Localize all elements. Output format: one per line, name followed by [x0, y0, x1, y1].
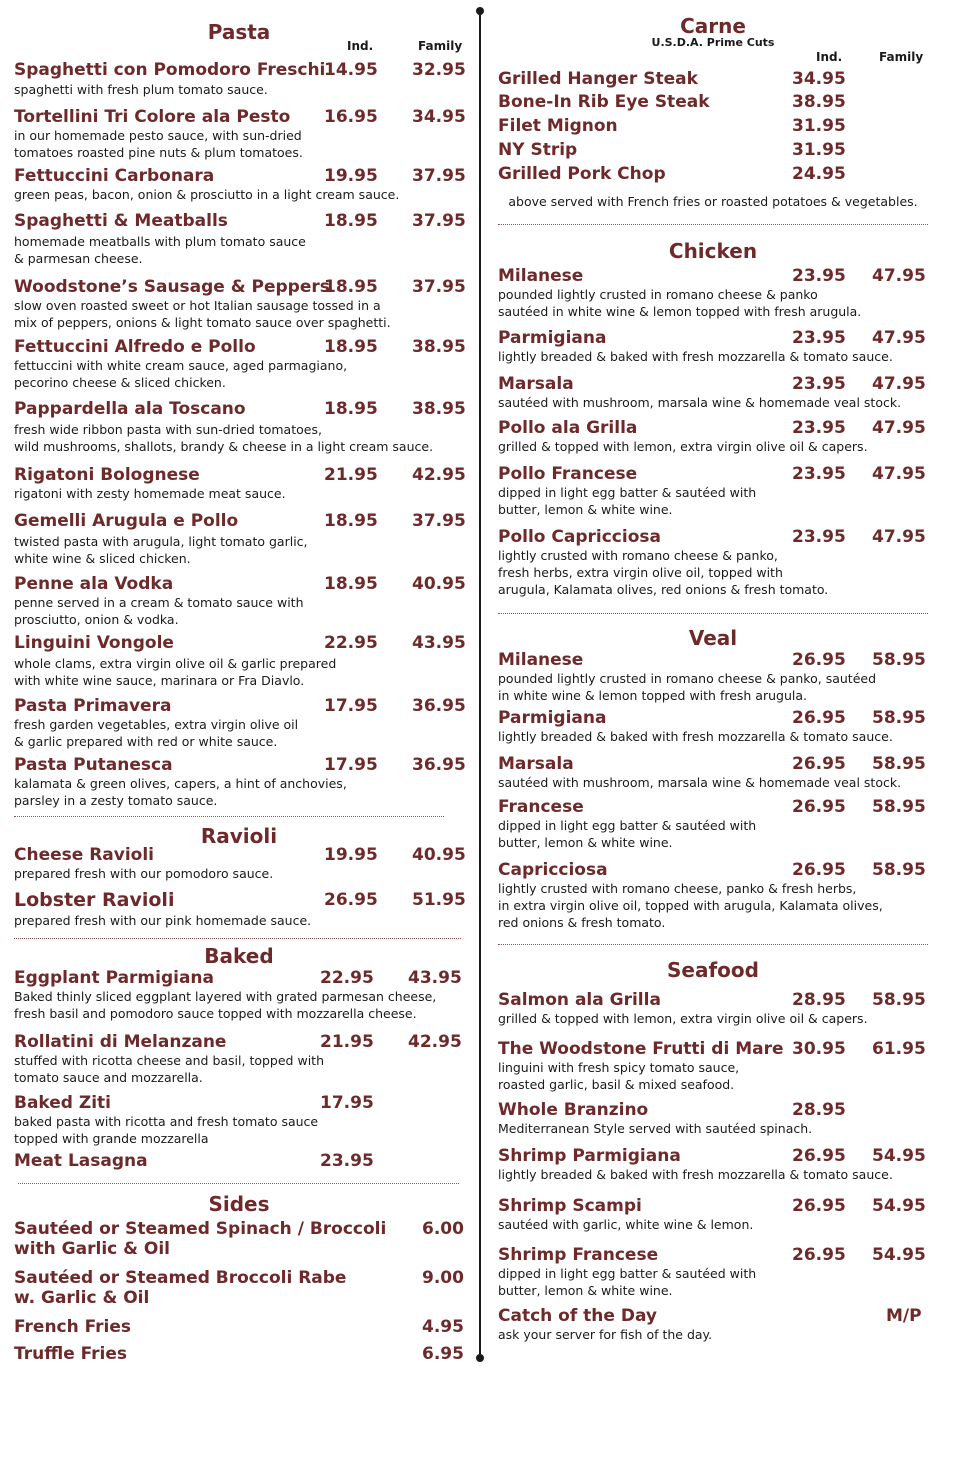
price-individual: 23.95 [792, 527, 846, 547]
seafood-section-title: Seafood [667, 958, 759, 982]
menu-item [498, 266, 928, 320]
chicken-section-title: Chicken [668, 239, 758, 263]
item-description: Baked thinly sliced eggplant layered with grated parmesan cheese, fresh basil and pomodoro sauce topped with mozzarella cheese. [14, 989, 437, 1021]
item-name: French Fries [14, 1317, 132, 1337]
item-description: lightly crusted with romano cheese, panko & fresh herbs, in extra virgin olive oil, topped with arugula, Kalamata olives, red onions & fresh tomato. [498, 881, 883, 930]
price-individual: 26.95 [324, 890, 378, 910]
menu-item [498, 797, 928, 851]
item-name: Shrimp Francese [498, 1245, 659, 1265]
menu-item [14, 1151, 464, 1171]
price-individual: 23.95 [320, 1151, 374, 1171]
price-family: 36.95 [412, 696, 466, 716]
item-name: Francese [498, 797, 584, 817]
price-individual: 30.95 [792, 1039, 846, 1059]
menu-item [498, 92, 928, 112]
menu-item [498, 116, 928, 136]
item-name: Capricciosa [498, 860, 608, 880]
item-name: Spaghetti & Meatballs [14, 211, 228, 231]
item-name: Marsala [498, 754, 574, 774]
item-name: Parmigiana [498, 328, 607, 348]
price: 4.95 [422, 1317, 464, 1337]
menu-item [498, 374, 928, 411]
item-name: Pasta Primavera [14, 696, 172, 716]
item-description: sautéed with garlic, white wine & lemon. [498, 1217, 754, 1232]
price-individual: 26.95 [792, 797, 846, 817]
price-family: 42.95 [412, 465, 466, 485]
menu-item [14, 1032, 464, 1086]
pasta-section-title: Pasta [207, 20, 271, 44]
item-description: prepared fresh with our pomodoro sauce. [14, 866, 274, 881]
price-individual: 23.95 [792, 464, 846, 484]
price-individual: 31.95 [792, 140, 846, 160]
ravioli-section-title: Ravioli [200, 824, 278, 848]
item-description: Mediterranean Style served with sautéed spinach. [498, 1121, 813, 1136]
price-individual: 24.95 [792, 164, 846, 184]
item-name: Sautéed or Steamed Broccoli Rabe w. Garlic & Oil [14, 1268, 347, 1308]
price-family: 47.95 [872, 527, 926, 547]
price-family: 43.95 [412, 633, 466, 653]
item-name: Penne ala Vodka [14, 574, 174, 594]
price-individual: 26.95 [792, 754, 846, 774]
section-divider [18, 1183, 459, 1184]
price-individual: 23.95 [792, 266, 846, 286]
menu-item [14, 465, 464, 502]
item-description: grilled & topped with lemon, extra virgin olive oil & capers. [498, 1011, 868, 1026]
price-individual: 17.95 [324, 696, 378, 716]
menu-item [14, 845, 464, 882]
menu-item [498, 1306, 928, 1343]
price-individual: 26.95 [792, 650, 846, 670]
price-family: 32.95 [412, 60, 466, 80]
price-individual: 26.95 [792, 1245, 846, 1265]
menu-item [14, 968, 464, 1022]
price-individual: 22.95 [320, 968, 374, 988]
item-description: lightly breaded & baked with fresh mozzarella & tomato sauce. [498, 349, 893, 364]
price-individual: 17.95 [324, 755, 378, 775]
item-name: Parmigiana [498, 708, 607, 728]
carne-section-title: Carne [680, 14, 746, 38]
menu-item [498, 164, 928, 184]
price-family: 40.95 [412, 574, 466, 594]
price-individual: 21.95 [320, 1032, 374, 1052]
price-individual: 17.95 [320, 1093, 374, 1113]
item-description: baked pasta with ricotta and fresh tomato sauce topped with grande mozzarella [14, 1114, 319, 1146]
price-individual: 16.95 [324, 107, 378, 127]
item-name: Fettuccini Carbonara [14, 166, 215, 186]
price-family: 61.95 [872, 1039, 926, 1059]
section-divider [14, 938, 461, 939]
menu-item [14, 1268, 464, 1308]
item-name: Tortellini Tri Colore ala Pesto [14, 107, 291, 127]
item-name: Sautéed or Steamed Spinach / Broccoli with Garlic & Oil [14, 1219, 387, 1259]
item-name: Spaghetti con Pomodoro Freschi [14, 60, 326, 80]
veal-section-title: Veal [688, 626, 738, 650]
price-family: M/P [886, 1306, 922, 1326]
price-family: 37.95 [412, 277, 466, 297]
price-family: 36.95 [412, 755, 466, 775]
menu-item [14, 696, 464, 750]
price-family: 58.95 [872, 860, 926, 880]
price-family: 54.95 [872, 1196, 926, 1216]
item-name: Pollo ala Grilla [498, 418, 638, 438]
menu-item [498, 650, 928, 704]
divider-dot-top [476, 7, 484, 15]
menu-item [14, 60, 464, 98]
item-description: green peas, bacon, onion & prosciutto in a light cream sauce. [14, 187, 400, 202]
menu-item [14, 1344, 464, 1364]
item-name: Rollatini di Melanzane [14, 1032, 227, 1052]
price-family: 47.95 [872, 328, 926, 348]
item-name: Whole Branzino [498, 1100, 649, 1120]
item-description: fettuccini with white cream sauce, aged parmagiano, pecorino cheese & sliced chicken. [14, 358, 348, 390]
item-description: dipped in light egg batter & sautéed with butter, lemon & white wine. [498, 1266, 757, 1298]
price-individual: 21.95 [324, 465, 378, 485]
price-individual: 26.95 [792, 1196, 846, 1216]
item-description: pounded lightly crusted in romano cheese & panko sautéed in white wine & lemon topped with fresh arugula. [498, 287, 862, 319]
carne-subtitle: U.S.D.A. Prime Cuts [651, 36, 775, 49]
menu-item [498, 140, 928, 160]
baked-section-title: Baked [204, 944, 274, 968]
item-description: kalamata & green olives, capers, a hint of anchovies, parsley in a zesty tomato sauce. [14, 776, 347, 808]
column-header-family: Family [418, 39, 463, 53]
menu-item [14, 633, 464, 689]
price: 6.95 [422, 1344, 464, 1364]
item-name: Shrimp Parmigiana [498, 1146, 681, 1166]
item-name: NY Strip [498, 140, 578, 160]
price: 9.00 [422, 1268, 464, 1288]
item-description: grilled & topped with lemon, extra virgin olive oil & capers. [498, 439, 868, 454]
item-name: Pappardella ala Toscano [14, 399, 246, 419]
price-individual: 14.95 [324, 60, 378, 80]
item-name: Grilled Pork Chop [498, 164, 666, 184]
menu-item [14, 1317, 464, 1337]
price-family: 47.95 [872, 418, 926, 438]
item-description: spaghetti with fresh plum tomato sauce. [14, 82, 268, 97]
price-individual: 23.95 [792, 328, 846, 348]
item-description: slow oven roasted sweet or hot Italian sausage tossed in a mix of peppers, onions & light tomato sauce over spaghetti. [14, 298, 391, 330]
item-description: prepared fresh with our pink homemade sauce. [14, 913, 312, 928]
price-individual: 26.95 [792, 708, 846, 728]
item-description: whole clams, extra virgin olive oil & garlic prepared with white wine sauce, marinara or Fra Diavlo. [14, 656, 337, 688]
item-name: Truffle Fries [14, 1344, 128, 1364]
item-description: linguini with fresh spicy tomato sauce, roasted garlic, basil & mixed seafood. [498, 1060, 740, 1092]
menu-item [498, 1146, 928, 1183]
item-name: Pollo Capricciosa [498, 527, 661, 547]
price-individual: 28.95 [792, 990, 846, 1010]
price-family: 58.95 [872, 708, 926, 728]
column-divider-line [479, 11, 481, 1358]
menu-item [498, 1039, 928, 1093]
item-description: penne served in a cream & tomato sauce with prosciutto, onion & vodka. [14, 595, 304, 627]
item-name: Linguini Vongole [14, 633, 174, 653]
price-individual: 26.95 [792, 1146, 846, 1166]
price-family: 40.95 [412, 845, 466, 865]
item-name: Marsala [498, 374, 574, 394]
price-individual: 19.95 [324, 845, 378, 865]
price-family: 54.95 [872, 1245, 926, 1265]
item-name: Cheese Ravioli [14, 845, 155, 865]
item-name: Shrimp Scampi [498, 1196, 642, 1216]
price-individual: 18.95 [324, 337, 378, 357]
item-description: twisted pasta with arugula, light tomato garlic, white wine & sliced chicken. [14, 534, 308, 566]
menu-item [14, 337, 464, 391]
price-individual: 19.95 [324, 166, 378, 186]
item-description: sautéed with mushroom, marsala wine & homemade veal stock. [498, 775, 902, 790]
item-name: Lobster Ravioli [14, 889, 175, 911]
item-name: Grilled Hanger Steak [498, 69, 698, 89]
price-individual: 26.95 [792, 860, 846, 880]
column-header-family: Family [879, 50, 924, 64]
price-family: 47.95 [872, 374, 926, 394]
price-family: 58.95 [872, 754, 926, 774]
price: 6.00 [422, 1219, 464, 1239]
price-family: 47.95 [872, 464, 926, 484]
price-family: 34.95 [412, 107, 466, 127]
menu-item [498, 754, 928, 791]
price-individual: 18.95 [324, 277, 378, 297]
price-family: 54.95 [872, 1146, 926, 1166]
item-description: ask your server for fish of the day. [498, 1327, 713, 1342]
item-description: in our homemade pesto sauce, with sun-dried tomatoes roasted pine nuts & plum tomatoes. [14, 128, 303, 160]
item-name: Pollo Francese [498, 464, 638, 484]
price-individual: 23.95 [792, 374, 846, 394]
menu-item [498, 69, 928, 89]
menu-item [14, 166, 464, 203]
price-family: 58.95 [872, 650, 926, 670]
menu-item [14, 511, 464, 567]
item-description: stuffed with ricotta cheese and basil, topped with tomato sauce and mozzarella. [14, 1053, 324, 1085]
column-header-ind: Ind. [347, 39, 374, 53]
menu-item [14, 107, 464, 161]
item-name: Gemelli Arugula e Pollo [14, 511, 239, 531]
item-description: rigatoni with zesty homemade meat sauce. [14, 486, 286, 501]
menu-item [14, 399, 464, 455]
item-name: Salmon ala Grilla [498, 990, 661, 1010]
menu-item [498, 464, 928, 518]
item-description: dipped in light egg batter & sautéed with butter, lemon & white wine. [498, 485, 757, 517]
item-name: Woodstone’s Sausage & Peppers [14, 277, 330, 297]
item-description: pounded lightly crusted in romano cheese & panko, sautéed in white wine & lemon topped with fresh arugula. [498, 671, 877, 703]
menu-item [14, 277, 464, 331]
menu-item [498, 418, 928, 455]
item-description: homemade meatballs with plum tomato sauce & parmesan cheese. [14, 234, 306, 266]
price-family: 42.95 [408, 1032, 462, 1052]
item-name: The Woodstone Frutti di Mare [498, 1039, 784, 1059]
price-individual: 38.95 [792, 92, 846, 112]
menu-item [14, 574, 464, 628]
price-individual: 23.95 [792, 418, 846, 438]
item-description: fresh garden vegetables, extra virgin olive oil & garlic prepared with red or white sauce. [14, 717, 299, 749]
price-family: 37.95 [412, 511, 466, 531]
price-individual: 18.95 [324, 574, 378, 594]
price-individual: 22.95 [324, 633, 378, 653]
menu-item [14, 1219, 464, 1259]
item-name: Catch of the Day [498, 1306, 657, 1326]
menu-item [498, 328, 928, 365]
menu-item [498, 1100, 928, 1137]
price-family: 43.95 [408, 968, 462, 988]
price-family: 38.95 [412, 337, 466, 357]
price-individual: 18.95 [324, 399, 378, 419]
menu-item [498, 708, 928, 745]
carne-note: above served with French fries or roasted potatoes & vegetables. [508, 194, 918, 209]
item-name: Filet Mignon [498, 116, 618, 136]
item-description: lightly breaded & baked with fresh mozzarella & tomato sauce. [498, 1167, 893, 1182]
menu-item [498, 990, 928, 1027]
menu-item [14, 890, 464, 929]
item-description: fresh wide ribbon pasta with sun-dried tomatoes, wild mushrooms, shallots, brandy & cheese in a light cream sauce. [14, 422, 434, 454]
price-individual: 31.95 [792, 116, 846, 136]
item-description: lightly breaded & baked with fresh mozzarella & tomato sauce. [498, 729, 893, 744]
price-family: 47.95 [872, 266, 926, 286]
item-description: sautéed with mushroom, marsala wine & homemade veal stock. [498, 395, 902, 410]
item-name: Milanese [498, 650, 584, 670]
price-individual: 18.95 [324, 211, 378, 231]
section-divider [498, 224, 928, 225]
section-divider [498, 613, 928, 614]
price-family: 37.95 [412, 166, 466, 186]
price-family: 51.95 [412, 890, 466, 910]
price-family: 58.95 [872, 797, 926, 817]
price-family: 58.95 [872, 990, 926, 1010]
item-name: Milanese [498, 266, 584, 286]
price-family: 37.95 [412, 211, 466, 231]
item-name: Eggplant Parmigiana [14, 968, 215, 988]
menu-item [14, 1093, 464, 1147]
section-divider [14, 816, 444, 817]
menu-item [498, 1196, 928, 1233]
menu-item [498, 527, 928, 598]
menu-item [498, 1245, 928, 1299]
menu-item [498, 860, 928, 931]
column-header-ind: Ind. [816, 50, 843, 64]
price-family: 38.95 [412, 399, 466, 419]
item-name: Baked Ziti [14, 1093, 112, 1113]
item-name: Pasta Putanesca [14, 755, 173, 775]
item-name: Meat Lasagna [14, 1151, 148, 1171]
divider-dot-bottom [476, 1354, 484, 1362]
price-individual: 28.95 [792, 1100, 846, 1120]
price-individual: 18.95 [324, 511, 378, 531]
item-name: Bone-In Rib Eye Steak [498, 92, 710, 112]
sides-section-title: Sides [208, 1192, 270, 1216]
item-description: dipped in light egg batter & sautéed with butter, lemon & white wine. [498, 818, 757, 850]
item-name: Rigatoni Bolognese [14, 465, 200, 485]
item-name: Fettuccini Alfredo e Pollo [14, 337, 256, 357]
menu-item [14, 755, 464, 809]
item-description: lightly crusted with romano cheese & panko, fresh herbs, extra virgin olive oil, topped with arugula, Kalamata olives, red onions & fresh tomato. [498, 548, 829, 597]
section-divider [498, 944, 928, 945]
price-individual: 34.95 [792, 69, 846, 89]
menu-item [14, 211, 464, 267]
